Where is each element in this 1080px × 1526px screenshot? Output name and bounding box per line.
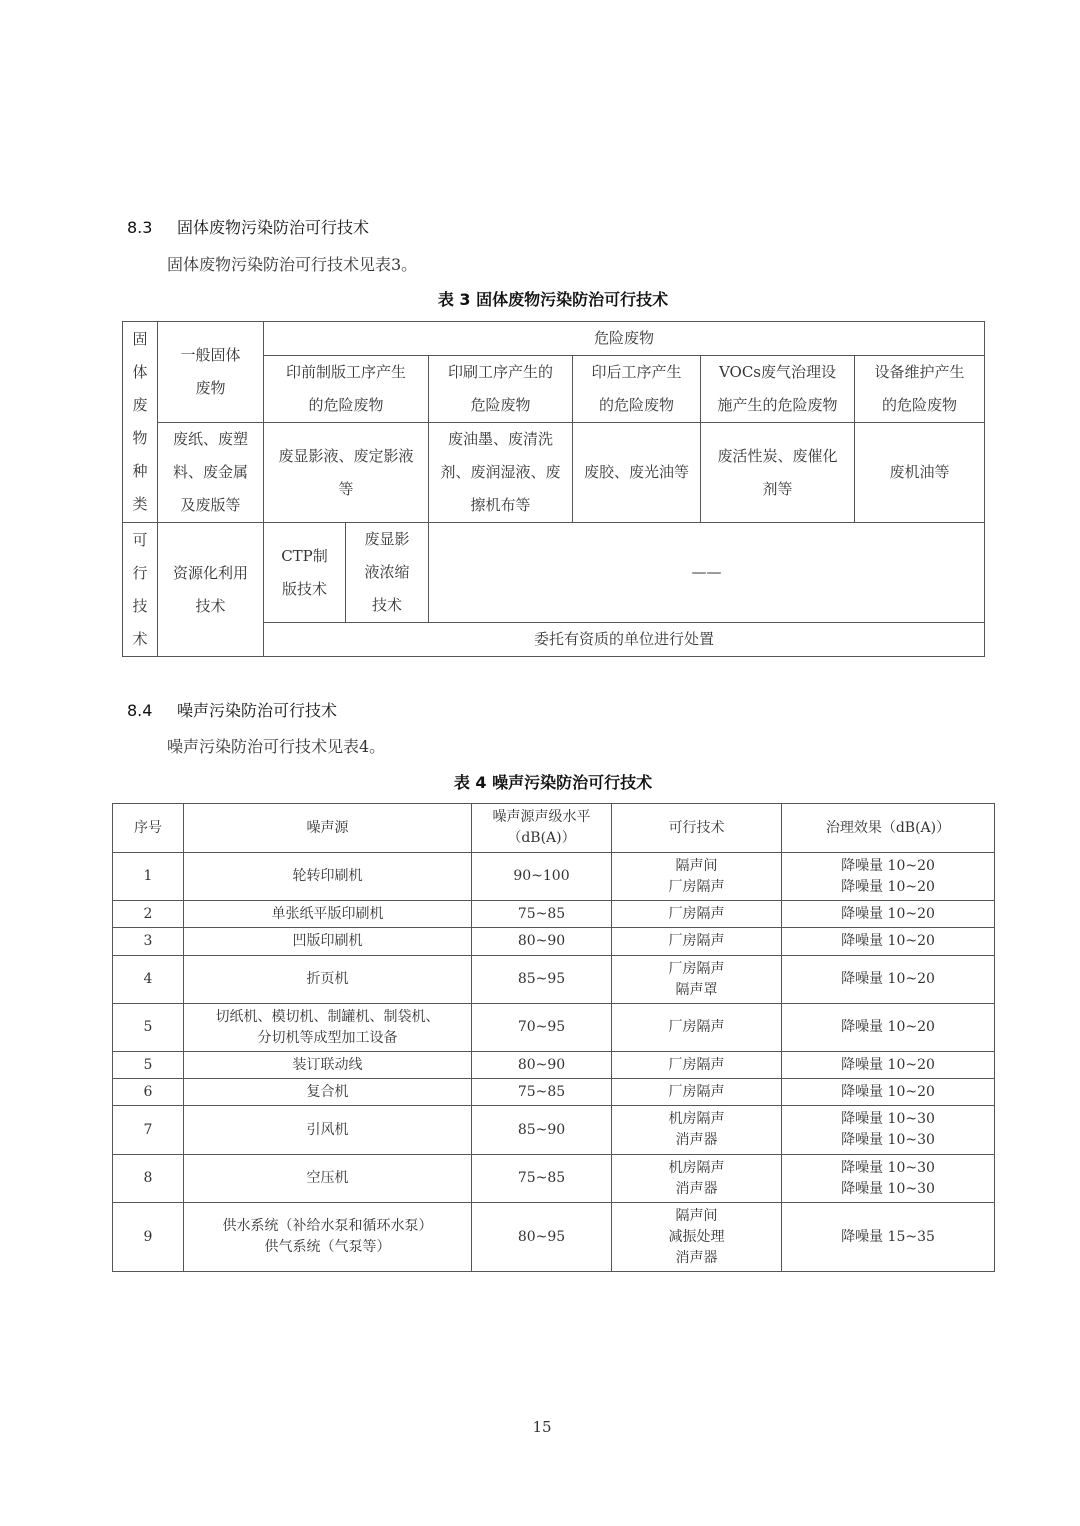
text-line: 可 (132, 530, 148, 549)
feasible-tech (612, 901, 782, 928)
text-line: 机房隔声 (668, 1159, 725, 1176)
section-8-4-intro: 噪声污染防治可行技术见表4。 (167, 737, 386, 756)
text-line: 术 (132, 629, 148, 648)
column-header: 治理效果（dB(A)） (782, 804, 995, 853)
text-line: 版技术 (281, 579, 327, 598)
text-line: 废显影 (364, 530, 410, 548)
noise-level: 80~90 (472, 1052, 612, 1079)
treatment-effect (782, 1106, 995, 1155)
text-line: 装订联动线 (292, 1056, 363, 1073)
text-line: 废胶、废光油等 (583, 463, 689, 481)
text-line: 印前制版工序产生 (285, 363, 406, 381)
section-title: 固体废物污染防治可行技术 (177, 218, 370, 237)
text-line: 类 (132, 495, 148, 513)
text-line: VOCs废气治理设 (718, 363, 837, 381)
text-line: 的危险废物 (882, 396, 958, 414)
treatment-effect (782, 901, 995, 928)
text-line: 消声器 (675, 1132, 718, 1148)
treatment-effect (782, 956, 995, 1004)
feasible-tech (612, 1004, 782, 1052)
treatment-effect (782, 1203, 995, 1272)
noise-source (184, 853, 472, 901)
text-line: 降噪量 10~20 (841, 905, 935, 922)
text-line: 降噪量 10~20 (841, 1019, 935, 1035)
noise-level: 85~90 (472, 1106, 612, 1155)
noise-level: 80~90 (472, 928, 612, 956)
section-number: 8.3 (127, 218, 153, 237)
noise-source (184, 1079, 472, 1106)
noise-level: 90~100 (472, 853, 612, 901)
text-line: 消声器 (675, 1180, 718, 1197)
text-line: 厂房隔声 (668, 1019, 725, 1035)
section-8-3-intro: 固体废物污染防治可行技术见表3。 (167, 255, 418, 274)
row-header-tech (123, 523, 158, 657)
section-8-4-heading (127, 698, 337, 721)
hazardous-subheader (429, 356, 573, 423)
general-waste-tech (158, 523, 264, 657)
column-header: 噪声源 (184, 804, 472, 853)
text-line: 厂房隔声 (668, 933, 725, 949)
noise-source (184, 1004, 472, 1052)
text-line: （dB(A)） (507, 830, 576, 846)
text-line: 体 (132, 363, 148, 381)
row-number: 5 (113, 1052, 184, 1079)
text-line: 轮转印刷机 (292, 868, 363, 884)
hazardous-waste-types (429, 423, 573, 523)
text-line: 种 (132, 462, 148, 480)
text-line: 减振处理 (668, 1228, 725, 1245)
hazardous-subheader (855, 356, 985, 423)
table-row (113, 1004, 995, 1052)
table4-caption: 表 4 噪声污染防治可行技术 (453, 773, 653, 792)
noise-source (184, 1106, 472, 1155)
text-line: 等 (338, 479, 354, 498)
text-line: 料、废金属 (172, 463, 248, 481)
text-line: 的危险废物 (598, 396, 674, 414)
table-row (113, 928, 995, 956)
section-8-3-heading (127, 215, 369, 238)
text-line: 切纸机、模切机、制罐机、制袋机、 (215, 1008, 440, 1025)
text-line: CTP制 (281, 546, 328, 565)
table-row (113, 956, 995, 1004)
text-line: 厂房隔声 (668, 1056, 725, 1073)
hazardous-waste-types (855, 423, 985, 523)
table-row (113, 853, 995, 901)
hazardous-waste-types (573, 423, 701, 523)
feasible-tech (612, 956, 782, 1004)
text-line: 降噪量 10~20 (841, 878, 935, 895)
text-line: 单张纸平版印刷机 (271, 905, 384, 922)
text-line: 降噪量 10~30 (841, 1180, 935, 1197)
text-line: 机房隔声 (668, 1111, 725, 1127)
column-header: 序号 (113, 804, 184, 853)
treatment-effect (782, 1079, 995, 1106)
text-line: 降噪量 10~20 (841, 1083, 935, 1100)
hazardous-waste-header: 危险废物 (264, 322, 985, 356)
column-header (472, 804, 612, 853)
treatment-effect (782, 1004, 995, 1052)
text-line: 厂房隔声 (668, 960, 725, 977)
text-line: 印后工序产生 (591, 363, 682, 381)
feasible-tech (612, 1106, 782, 1155)
section-number: 8.4 (127, 701, 153, 720)
text-line: 剂、废润湿液、废 (440, 463, 561, 481)
text-line: 施产生的危险废物 (717, 396, 838, 414)
text-line: 废显影液、废定影液 (278, 446, 414, 465)
noise-source (184, 1052, 472, 1079)
table-row (113, 1052, 995, 1079)
text-line: 隔声间 (675, 1207, 718, 1224)
text-line: 及废版等 (180, 496, 241, 514)
text-line: 降噪量 10~30 (841, 1159, 935, 1176)
text-line: 降噪量 10~20 (841, 857, 935, 874)
feasible-tech (612, 853, 782, 901)
noise-source (184, 928, 472, 956)
feasible-tech (612, 928, 782, 956)
row-number: 2 (113, 901, 184, 928)
text-line: 降噪量 10~30 (841, 1111, 935, 1127)
hazardous-disposal: 委托有资质的单位进行处置 (264, 623, 985, 657)
text-line: 降噪量 10~20 (841, 1056, 935, 1073)
table3-caption: 表 3 固体废物污染防治可行技术 (437, 290, 669, 309)
section-title: 噪声污染防治可行技术 (177, 701, 338, 720)
column-header: 可行技术 (612, 804, 782, 853)
text-line: 隔声间 (675, 857, 718, 874)
feasible-tech (612, 1203, 782, 1272)
prepress-tech-concentration (346, 523, 429, 623)
general-waste-header (158, 322, 264, 423)
text-line: 消声器 (675, 1249, 718, 1266)
table-row (113, 1079, 995, 1106)
row-number: 9 (113, 1203, 184, 1272)
row-number: 1 (113, 853, 184, 901)
text-line: 供水系统（补给水泵和循环水泵） (222, 1218, 433, 1234)
row-number: 7 (113, 1106, 184, 1155)
text-line: 印刷工序产生的 (447, 363, 553, 381)
text-line: 技术 (371, 596, 402, 614)
table-row (113, 1203, 995, 1272)
text-line: 资源化利用 (172, 563, 248, 582)
text-line: 厂房隔声 (668, 1083, 725, 1100)
text-line: 行 (132, 563, 148, 582)
table-row (113, 1106, 995, 1155)
text-line: 厂房隔声 (668, 905, 725, 922)
table3 (122, 321, 985, 657)
text-line: 降噪量 10~20 (841, 933, 935, 949)
row-number: 3 (113, 928, 184, 956)
treatment-effect (782, 1052, 995, 1079)
row-header-category (123, 322, 158, 523)
text-line: 废纸、废塑 (172, 430, 248, 448)
text-line: 危险废物 (470, 396, 531, 414)
treatment-effect (782, 928, 995, 956)
text-line: 降噪量 10~30 (841, 1132, 935, 1148)
hazardous-subheader (701, 356, 855, 423)
feasible-tech (612, 1079, 782, 1106)
treatment-effect (782, 1155, 995, 1203)
hazardous-subheader (264, 356, 429, 423)
row-number: 8 (113, 1155, 184, 1203)
noise-source (184, 1203, 472, 1272)
hazardous-subheader (573, 356, 701, 423)
row-number: 6 (113, 1079, 184, 1106)
noise-source (184, 1155, 472, 1203)
noise-level: 75~85 (472, 1155, 612, 1203)
text-line: 废物 (195, 379, 226, 397)
text-line: 废机油等 (889, 463, 950, 481)
text-line: 引风机 (306, 1121, 349, 1138)
noise-source (184, 901, 472, 928)
text-line: 复合机 (306, 1083, 349, 1100)
text-line: 降噪量 10~20 (841, 971, 935, 987)
text-line: 的危险废物 (308, 396, 384, 414)
text-line: 折页机 (306, 971, 349, 987)
noise-source (184, 956, 472, 1004)
table-row (113, 901, 995, 928)
text-line: 物 (132, 429, 148, 447)
text-line: 隔声罩 (675, 981, 718, 998)
text-line: 废 (132, 396, 148, 414)
noise-level: 75~85 (472, 901, 612, 928)
general-waste-types (158, 423, 264, 523)
other-tech: —— (429, 523, 985, 623)
text-line: 技 (132, 596, 148, 615)
noise-level: 80~95 (472, 1203, 612, 1272)
text-line: 固 (132, 330, 148, 348)
text-line: 擦机布等 (470, 496, 531, 514)
table4 (112, 803, 995, 1272)
text-line: 供气系统（气泵等） (264, 1239, 391, 1255)
text-line: 技术 (195, 596, 226, 615)
text-line: 分切机等成型加工设备 (257, 1029, 398, 1046)
text-line: 噪声源声级水平 (492, 809, 591, 825)
noise-level: 75~85 (472, 1079, 612, 1106)
row-number: 4 (113, 956, 184, 1004)
text-line: 废油墨、废清洗 (447, 430, 553, 448)
text-line: 剂等 (762, 479, 793, 498)
text-line: 废活性炭、废催化 (717, 446, 838, 465)
text-line: 设备维护产生 (874, 363, 965, 381)
feasible-tech (612, 1155, 782, 1203)
text-line: 降噪量 15~35 (841, 1228, 935, 1245)
noise-level: 85~95 (472, 956, 612, 1004)
table-row (113, 1155, 995, 1203)
text-line: 凹版印刷机 (292, 933, 363, 949)
prepress-tech-ctp (264, 523, 346, 623)
text-line: 一般固体 (180, 346, 241, 364)
treatment-effect (782, 853, 995, 901)
text-line: 厂房隔声 (668, 878, 725, 895)
row-number: 5 (113, 1004, 184, 1052)
hazardous-waste-types (701, 423, 855, 523)
text-line: 空压机 (306, 1170, 349, 1186)
noise-level: 70~95 (472, 1004, 612, 1052)
page-number: 15 (532, 1418, 552, 1436)
feasible-tech (612, 1052, 782, 1079)
hazardous-waste-types (264, 423, 429, 523)
text-line: 液浓缩 (364, 563, 410, 581)
